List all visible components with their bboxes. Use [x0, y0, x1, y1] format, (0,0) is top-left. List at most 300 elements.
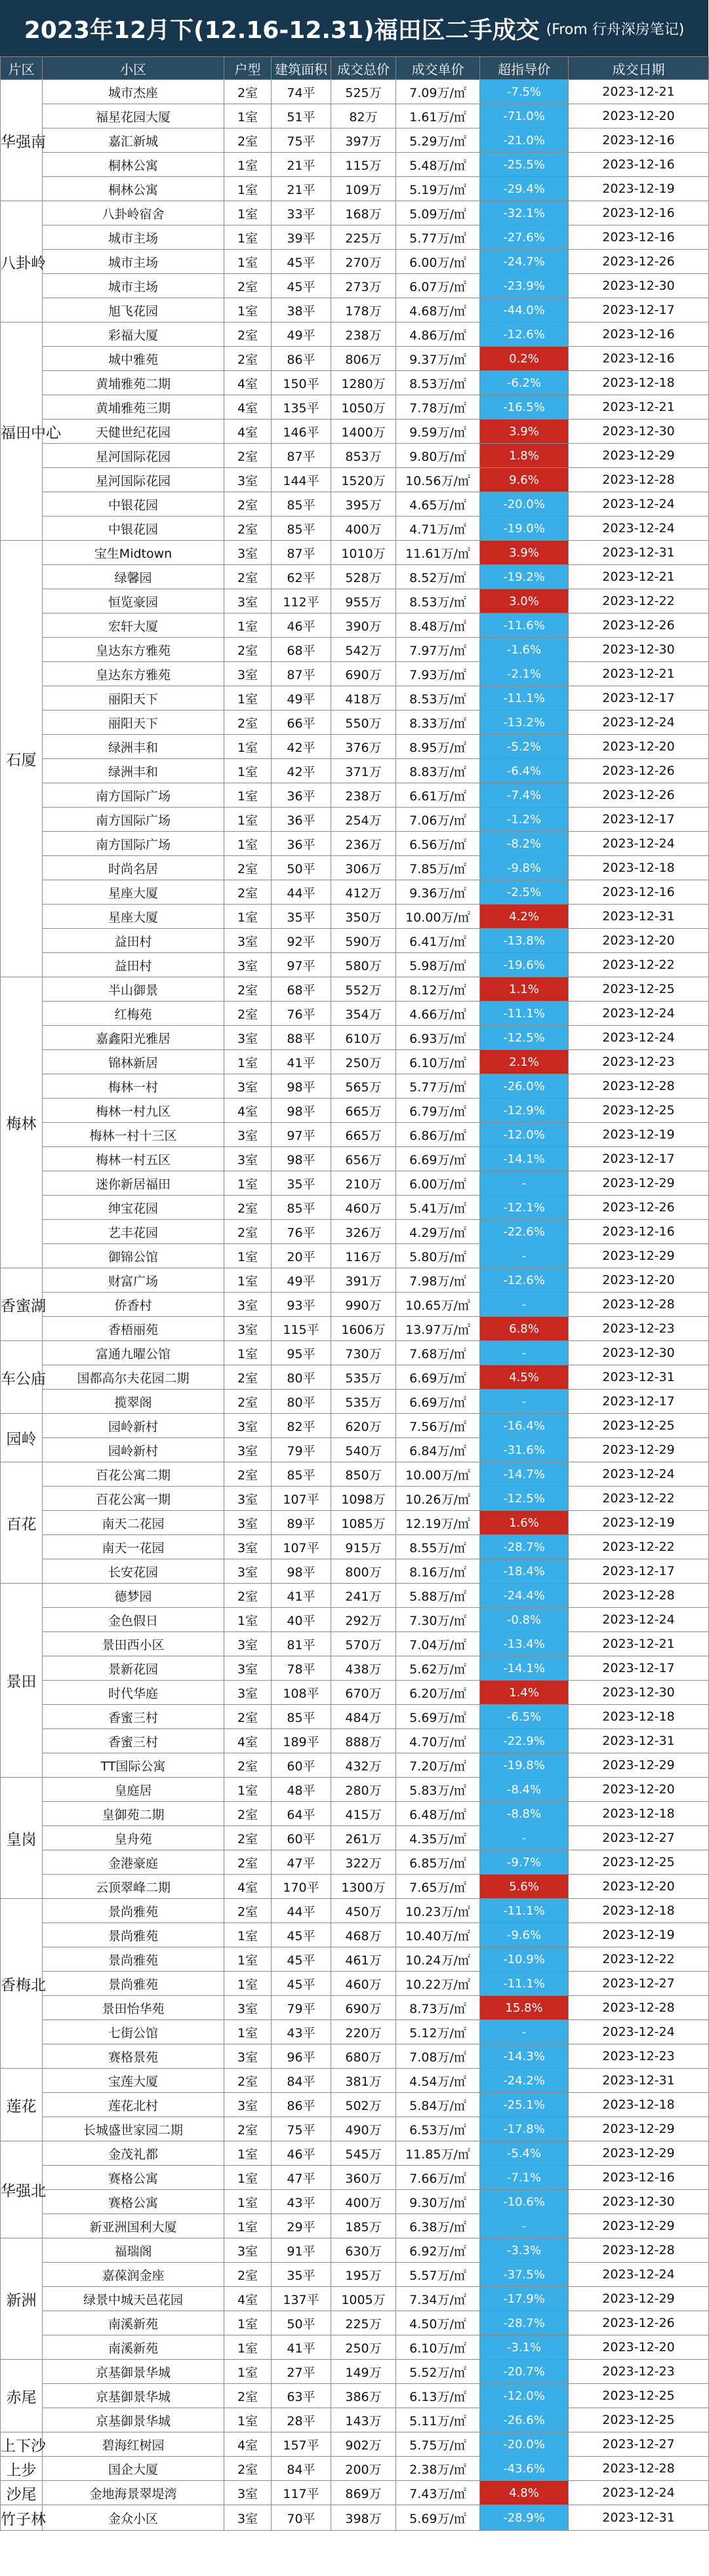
- table-row: [1, 420, 709, 444]
- unit-price-cell: 4.70万/㎡: [396, 1729, 480, 1753]
- table-row: [1, 2335, 709, 2360]
- date-cell: 2023-12-19: [569, 1511, 709, 1535]
- date-cell: 2023-12-25: [569, 1414, 709, 1438]
- layout-cell: 2室: [224, 2457, 272, 2481]
- unit-price-cell: 8.52万/㎡: [396, 565, 480, 589]
- premium-cell: -25.5%: [480, 153, 569, 177]
- area-cell: 98平: [272, 1559, 331, 1584]
- total-price-cell: 116万: [331, 1244, 396, 1268]
- premium-cell: -12.5%: [480, 1026, 569, 1050]
- layout-cell: 4室: [224, 1099, 272, 1123]
- premium-cell: -26.6%: [480, 2408, 569, 2432]
- layout-cell: 3室: [224, 953, 272, 977]
- community-cell: 京基御景华城: [43, 2384, 224, 2408]
- area-cell: 86平: [272, 347, 331, 371]
- unit-price-cell: 6.53万/㎡: [396, 2117, 480, 2141]
- area-cell: 78平: [272, 1656, 331, 1681]
- date-cell: 2023-12-16: [569, 1220, 709, 1244]
- date-cell: 2023-12-24: [569, 492, 709, 517]
- community-cell: 皇舟苑: [43, 1826, 224, 1850]
- date-cell: 2023-12-21: [569, 80, 709, 104]
- area-cell: 68平: [272, 638, 331, 662]
- table-row: [1, 2287, 709, 2311]
- total-price-cell: 115万: [331, 153, 396, 177]
- community-cell: 旭飞花园: [43, 298, 224, 322]
- area-cell: 49平: [272, 686, 331, 711]
- layout-cell: 1室: [224, 759, 272, 783]
- table-row: [1, 1511, 709, 1535]
- date-cell: 2023-12-17: [569, 298, 709, 322]
- total-price-cell: 888万: [331, 1729, 396, 1753]
- total-price-cell: 853万: [331, 444, 396, 468]
- layout-cell: 3室: [224, 1559, 272, 1584]
- premium-cell: 3.9%: [480, 420, 569, 444]
- table-row: [1, 2432, 709, 2457]
- date-cell: 2023-12-26: [569, 2311, 709, 2335]
- table-row: [1, 589, 709, 614]
- area-cell: 82平: [272, 1414, 331, 1438]
- region-cell: 莲花: [1, 2069, 43, 2141]
- community-cell: 梅林一村十三区: [43, 1123, 224, 1147]
- layout-cell: 2室: [224, 856, 272, 880]
- layout-cell: 2室: [224, 1802, 272, 1826]
- area-cell: 41平: [272, 1050, 331, 1074]
- premium-cell: -9.6%: [480, 1923, 569, 1947]
- table-body: [1, 80, 709, 2531]
- date-cell: 2023-12-21: [569, 395, 709, 420]
- unit-price-cell: 11.61万/㎡: [396, 541, 480, 565]
- region-cell: 上步: [1, 2457, 43, 2481]
- total-price-cell: 610万: [331, 1026, 396, 1050]
- total-price-cell: 168万: [331, 201, 396, 225]
- area-cell: 108平: [272, 1681, 331, 1705]
- layout-cell: 2室: [224, 347, 272, 371]
- table-row: [1, 2044, 709, 2069]
- layout-cell: 1室: [224, 1778, 272, 1802]
- community-cell: 景田怡华苑: [43, 1996, 224, 2020]
- area-cell: 60平: [272, 1753, 331, 1778]
- unit-price-cell: 8.12万/㎡: [396, 977, 480, 1002]
- layout-cell: 1室: [224, 1608, 272, 1632]
- total-price-cell: 955万: [331, 589, 396, 614]
- community-cell: 锦林新居: [43, 1050, 224, 1074]
- unit-price-cell: 7.93万/㎡: [396, 662, 480, 686]
- total-price-cell: 468万: [331, 1923, 396, 1947]
- total-price-cell: 1010万: [331, 541, 396, 565]
- unit-price-cell: 5.41万/㎡: [396, 1196, 480, 1220]
- unit-price-cell: 6.84万/㎡: [396, 1438, 480, 1462]
- table-row: [1, 1487, 709, 1511]
- date-cell: 2023-12-18: [569, 371, 709, 395]
- table-row: [1, 953, 709, 977]
- total-price-cell: 400万: [331, 2190, 396, 2214]
- unit-price-cell: 1.61万/㎡: [396, 104, 480, 128]
- date-cell: 2023-12-27: [569, 2432, 709, 2457]
- total-price-cell: 800万: [331, 1559, 396, 1584]
- table-row: [1, 322, 709, 347]
- community-cell: 南天一花园: [43, 1535, 224, 1559]
- community-cell: 益田村: [43, 929, 224, 953]
- premium-cell: -5.2%: [480, 735, 569, 759]
- community-cell: 御锦公馆: [43, 1244, 224, 1268]
- premium-cell: -9.7%: [480, 1850, 569, 1875]
- unit-price-cell: 10.00万/㎡: [396, 1462, 480, 1487]
- table-row: [1, 832, 709, 856]
- date-cell: 2023-12-20: [569, 929, 709, 953]
- premium-cell: -32.1%: [480, 201, 569, 225]
- total-price-cell: 542万: [331, 638, 396, 662]
- layout-cell: 2室: [224, 1196, 272, 1220]
- date-cell: 2023-12-28: [569, 1074, 709, 1099]
- layout-cell: 2室: [224, 565, 272, 589]
- layout-cell: 2室: [224, 977, 272, 1002]
- unit-price-cell: 7.65万/㎡: [396, 1875, 480, 1899]
- unit-price-cell: 6.10万/㎡: [396, 2335, 480, 2360]
- premium-cell: -7.5%: [480, 80, 569, 104]
- premium-cell: -12.6%: [480, 1268, 569, 1293]
- layout-cell: 1室: [224, 2166, 272, 2190]
- community-cell: TT国际公寓: [43, 1753, 224, 1778]
- date-cell: 2023-12-24: [569, 2020, 709, 2044]
- total-price-cell: 438万: [331, 1656, 396, 1681]
- unit-price-cell: 7.06万/㎡: [396, 808, 480, 832]
- table-row: [1, 1244, 709, 1268]
- premium-cell: -13.2%: [480, 711, 569, 735]
- date-cell: 2023-12-28: [569, 2238, 709, 2263]
- community-cell: 宏轩大厦: [43, 614, 224, 638]
- total-price-cell: 250万: [331, 1050, 396, 1074]
- total-price-cell: 580万: [331, 953, 396, 977]
- community-cell: 南溪新苑: [43, 2311, 224, 2335]
- table-row: [1, 1414, 709, 1438]
- premium-cell: -16.5%: [480, 395, 569, 420]
- premium-cell: -: [480, 1244, 569, 1268]
- premium-cell: -10.6%: [480, 2190, 569, 2214]
- premium-cell: 2.1%: [480, 1050, 569, 1074]
- premium-cell: -12.0%: [480, 1123, 569, 1147]
- community-cell: 益田村: [43, 953, 224, 977]
- area-cell: 47平: [272, 2166, 331, 2190]
- unit-price-cell: 6.20万/㎡: [396, 1681, 480, 1705]
- total-price-cell: 1400万: [331, 420, 396, 444]
- date-cell: 2023-12-17: [569, 1656, 709, 1681]
- unit-price-cell: 4.35万/㎡: [396, 1826, 480, 1850]
- region-cell: 车公庙: [1, 1341, 43, 1414]
- layout-cell: 2室: [224, 1462, 272, 1487]
- area-cell: 66平: [272, 711, 331, 735]
- premium-cell: -20.0%: [480, 492, 569, 517]
- premium-cell: 1.1%: [480, 977, 569, 1002]
- total-price-cell: 82万: [331, 104, 396, 128]
- layout-cell: 2室: [224, 1584, 272, 1608]
- layout-cell: 3室: [224, 1074, 272, 1099]
- table-row: [1, 1972, 709, 1996]
- layout-cell: 4室: [224, 2432, 272, 2457]
- unit-price-cell: 6.85万/㎡: [396, 1850, 480, 1875]
- community-cell: 黄埔雅苑二期: [43, 371, 224, 395]
- community-cell: 赛格公寓: [43, 2166, 224, 2190]
- total-price-cell: 806万: [331, 347, 396, 371]
- table-row: [1, 1341, 709, 1365]
- unit-price-cell: 6.13万/㎡: [396, 2384, 480, 2408]
- table-row: [1, 905, 709, 929]
- date-cell: 2023-12-27: [569, 1826, 709, 1850]
- title-main: 2023年12月下(12.16-12.31)福田区二手成交: [24, 16, 540, 44]
- area-cell: 75平: [272, 128, 331, 153]
- date-cell: 2023-12-22: [569, 1947, 709, 1972]
- unit-price-cell: 13.97万/㎡: [396, 1317, 480, 1341]
- community-cell: 香梧丽苑: [43, 1317, 224, 1341]
- table-row: [1, 1753, 709, 1778]
- premium-cell: -22.9%: [480, 1729, 569, 1753]
- col-header-premium: 超指导价: [480, 57, 569, 80]
- premium-cell: -: [480, 2020, 569, 2044]
- area-cell: 27平: [272, 2360, 331, 2384]
- area-cell: 33平: [272, 201, 331, 225]
- total-price-cell: 371万: [331, 759, 396, 783]
- area-cell: 115平: [272, 1317, 331, 1341]
- premium-cell: 0.2%: [480, 347, 569, 371]
- community-cell: 嘉汇新城: [43, 128, 224, 153]
- premium-cell: -29.4%: [480, 177, 569, 201]
- unit-price-cell: 4.50万/㎡: [396, 2311, 480, 2335]
- date-cell: 2023-12-20: [569, 1875, 709, 1899]
- premium-cell: 3.0%: [480, 589, 569, 614]
- area-cell: 41平: [272, 1584, 331, 1608]
- table-row: [1, 274, 709, 298]
- table-row: [1, 1681, 709, 1705]
- total-price-cell: 432万: [331, 1753, 396, 1778]
- community-cell: 绅宝花园: [43, 1196, 224, 1220]
- date-cell: 2023-12-31: [569, 2505, 709, 2531]
- area-cell: 21平: [272, 153, 331, 177]
- table-row: [1, 1002, 709, 1026]
- community-cell: 城市主场: [43, 250, 224, 274]
- region-cell: 华强南: [1, 80, 43, 201]
- table-row: [1, 977, 709, 1002]
- region-cell: 上下沙: [1, 2432, 43, 2457]
- table-row: [1, 1268, 709, 1293]
- area-cell: 74平: [272, 80, 331, 104]
- table-row: [1, 1462, 709, 1487]
- area-cell: 84平: [272, 2069, 331, 2093]
- total-price-cell: 415万: [331, 1802, 396, 1826]
- community-cell: 景尚雅苑: [43, 1923, 224, 1947]
- table-row: [1, 2020, 709, 2044]
- premium-cell: -: [480, 1171, 569, 1196]
- date-cell: 2023-12-19: [569, 1923, 709, 1947]
- table-row: [1, 1050, 709, 1074]
- table-row: [1, 298, 709, 322]
- table-row: [1, 1923, 709, 1947]
- layout-cell: 1室: [224, 225, 272, 250]
- premium-cell: -12.9%: [480, 1099, 569, 1123]
- premium-cell: 3.9%: [480, 541, 569, 565]
- area-cell: 49平: [272, 1268, 331, 1293]
- premium-cell: -20.7%: [480, 2360, 569, 2384]
- date-cell: 2023-12-30: [569, 1341, 709, 1365]
- community-cell: 嘉葆润金座: [43, 2263, 224, 2287]
- premium-cell: -14.7%: [480, 1462, 569, 1487]
- total-price-cell: 400万: [331, 517, 396, 541]
- area-cell: 98平: [272, 1099, 331, 1123]
- unit-price-cell: 5.83万/㎡: [396, 1778, 480, 1802]
- premium-cell: -28.7%: [480, 1535, 569, 1559]
- area-cell: 63平: [272, 2384, 331, 2408]
- community-cell: 碧海红树园: [43, 2432, 224, 2457]
- date-cell: 2023-12-24: [569, 1608, 709, 1632]
- total-price-cell: 412万: [331, 880, 396, 905]
- total-price-cell: 178万: [331, 298, 396, 322]
- layout-cell: 3室: [224, 1681, 272, 1705]
- table-row: [1, 638, 709, 662]
- community-cell: 云顶翠峰二期: [43, 1875, 224, 1899]
- table-row: [1, 1147, 709, 1171]
- date-cell: 2023-12-23: [569, 2360, 709, 2384]
- premium-cell: -2.1%: [480, 662, 569, 686]
- premium-cell: -28.7%: [480, 2311, 569, 2335]
- total-price-cell: 460万: [331, 1196, 396, 1220]
- community-cell: 揽翠阁: [43, 1390, 224, 1414]
- total-price-cell: 322万: [331, 1850, 396, 1875]
- community-cell: 梅林一村: [43, 1074, 224, 1099]
- region-cell: 新洲: [1, 2238, 43, 2360]
- date-cell: 2023-12-16: [569, 880, 709, 905]
- unit-price-cell: 6.92万/㎡: [396, 2238, 480, 2263]
- table-row: [1, 1826, 709, 1850]
- unit-price-cell: 8.95万/㎡: [396, 735, 480, 759]
- date-cell: 2023-12-26: [569, 759, 709, 783]
- premium-cell: 4.8%: [480, 2481, 569, 2505]
- layout-cell: 1室: [224, 2335, 272, 2360]
- layout-cell: 3室: [224, 1317, 272, 1341]
- area-cell: 97平: [272, 1123, 331, 1147]
- unit-price-cell: 6.93万/㎡: [396, 1026, 480, 1050]
- layout-cell: 3室: [224, 1414, 272, 1438]
- premium-cell: -37.5%: [480, 2263, 569, 2287]
- date-cell: 2023-12-28: [569, 468, 709, 492]
- area-cell: 117平: [272, 2481, 331, 2505]
- unit-price-cell: 7.08万/㎡: [396, 2044, 480, 2069]
- premium-cell: -1.6%: [480, 638, 569, 662]
- layout-cell: 2室: [224, 274, 272, 298]
- date-cell: 2023-12-21: [569, 1632, 709, 1656]
- date-cell: 2023-12-17: [569, 1559, 709, 1584]
- unit-price-cell: 5.52万/㎡: [396, 2360, 480, 2384]
- unit-price-cell: 7.85万/㎡: [396, 856, 480, 880]
- table-row: [1, 759, 709, 783]
- total-price-cell: 306万: [331, 856, 396, 880]
- total-price-cell: 143万: [331, 2408, 396, 2432]
- community-cell: 南方国际广场: [43, 808, 224, 832]
- unit-price-cell: 7.30万/㎡: [396, 1608, 480, 1632]
- table-row: [1, 1438, 709, 1462]
- premium-cell: -10.9%: [480, 1947, 569, 1972]
- area-cell: 95平: [272, 1341, 331, 1365]
- area-cell: 46平: [272, 614, 331, 638]
- total-price-cell: 460万: [331, 1972, 396, 1996]
- unit-price-cell: 7.34万/㎡: [396, 2287, 480, 2311]
- date-cell: 2023-12-21: [569, 662, 709, 686]
- date-cell: 2023-12-31: [569, 1729, 709, 1753]
- premium-cell: -0.8%: [480, 1608, 569, 1632]
- area-cell: 170平: [272, 1875, 331, 1899]
- area-cell: 62平: [272, 565, 331, 589]
- premium-cell: -19.8%: [480, 1753, 569, 1778]
- premium-cell: -6.5%: [480, 1705, 569, 1729]
- table-row: [1, 783, 709, 808]
- community-cell: 皇御苑二期: [43, 1802, 224, 1826]
- total-price-cell: 395万: [331, 492, 396, 517]
- total-price-cell: 386万: [331, 2384, 396, 2408]
- unit-price-cell: 4.54万/㎡: [396, 2069, 480, 2093]
- total-price-cell: 1280万: [331, 371, 396, 395]
- region-cell: 华强北: [1, 2141, 43, 2238]
- date-cell: 2023-12-29: [569, 2117, 709, 2141]
- total-price-cell: 354万: [331, 1002, 396, 1026]
- date-cell: 2023-12-27: [569, 1972, 709, 1996]
- premium-cell: -43.6%: [480, 2457, 569, 2481]
- table-row: [1, 662, 709, 686]
- total-price-cell: 535万: [331, 1365, 396, 1390]
- layout-cell: 3室: [224, 589, 272, 614]
- table-row: [1, 929, 709, 953]
- layout-cell: 3室: [224, 1123, 272, 1147]
- premium-cell: -22.6%: [480, 1220, 569, 1244]
- community-cell: 城市杰座: [43, 80, 224, 104]
- table-row: [1, 735, 709, 759]
- area-cell: 80平: [272, 1390, 331, 1414]
- area-cell: 98平: [272, 1147, 331, 1171]
- layout-cell: 1室: [224, 1341, 272, 1365]
- community-cell: 时尚名居: [43, 856, 224, 880]
- unit-price-cell: 10.40万/㎡: [396, 1923, 480, 1947]
- table-row: [1, 1390, 709, 1414]
- layout-cell: 1室: [224, 1268, 272, 1293]
- table-row: [1, 880, 709, 905]
- unit-price-cell: 5.12万/㎡: [396, 2020, 480, 2044]
- layout-cell: 3室: [224, 662, 272, 686]
- premium-cell: -: [480, 2214, 569, 2238]
- unit-price-cell: 5.77万/㎡: [396, 1074, 480, 1099]
- layout-cell: 2室: [224, 2069, 272, 2093]
- table-row: [1, 2069, 709, 2093]
- unit-price-cell: 5.88万/㎡: [396, 1584, 480, 1608]
- community-cell: 红梅苑: [43, 1002, 224, 1026]
- area-cell: 85平: [272, 517, 331, 541]
- unit-price-cell: 6.00万/㎡: [396, 1171, 480, 1196]
- date-cell: 2023-12-26: [569, 250, 709, 274]
- area-cell: 36平: [272, 832, 331, 856]
- layout-cell: 2室: [224, 1899, 272, 1923]
- date-cell: 2023-12-22: [569, 589, 709, 614]
- date-cell: 2023-12-30: [569, 1681, 709, 1705]
- layout-cell: 3室: [224, 1293, 272, 1317]
- total-price-cell: 528万: [331, 565, 396, 589]
- col-header-layout: 户型: [224, 57, 272, 80]
- table-row: [1, 2457, 709, 2481]
- community-cell: 宝生Midtown: [43, 541, 224, 565]
- layout-cell: 3室: [224, 929, 272, 953]
- layout-cell: 3室: [224, 2505, 272, 2531]
- date-cell: 2023-12-19: [569, 1123, 709, 1147]
- table-row: [1, 1729, 709, 1753]
- total-price-cell: 273万: [331, 274, 396, 298]
- layout-cell: 4室: [224, 395, 272, 420]
- total-price-cell: 1050万: [331, 395, 396, 420]
- community-cell: 南方国际广场: [43, 783, 224, 808]
- unit-price-cell: 7.43万/㎡: [396, 2481, 480, 2505]
